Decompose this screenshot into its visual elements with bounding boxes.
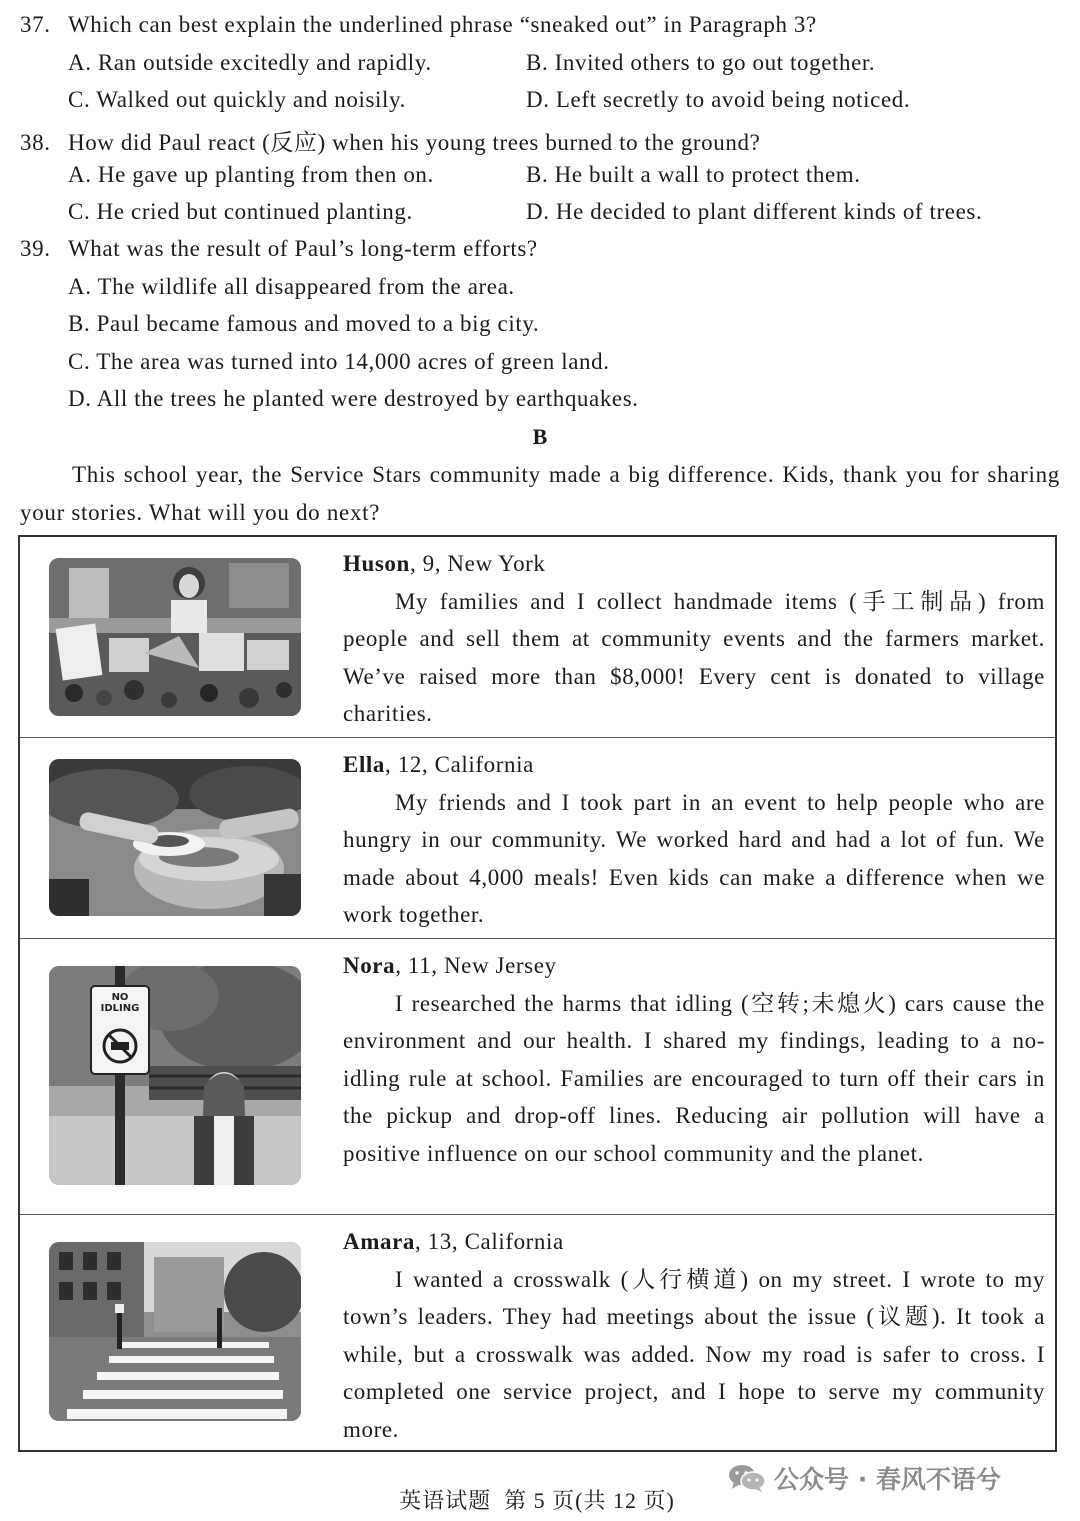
question-39-stem: 39. What was the result of Paul’s long-term efforts? — [20, 236, 538, 261]
story-row-huson — [20, 537, 1055, 738]
story-row-ella — [20, 738, 1055, 939]
sign-text: NO IDLING — [100, 992, 140, 1014]
watermark — [728, 1460, 1001, 1496]
wechat-icon — [728, 1463, 766, 1493]
question-39-option-b: B. Paul became famous and moved to a big city. — [68, 311, 540, 336]
craft-table-photo — [49, 558, 301, 716]
question-39-option-d: D. All the trees he planted were destroyed by earthquakes. — [68, 386, 639, 411]
story-huson — [343, 545, 1045, 733]
story-name: Ella — [343, 752, 386, 777]
story-text: My friends and I took part in an event to help people who are hungry in our community. We worked hard and had a lot of fun. We made about 4,000 meals! Even kids can make a difference when we work together. — [343, 789, 1045, 928]
no-idling-sign-photo — [49, 966, 301, 1185]
story-ella — [343, 746, 1045, 934]
story-amara — [343, 1223, 1045, 1449]
story-text: I wanted a crosswalk (人行横道) on my street. I wrote to my town’s leaders. They had meetings about the issue (议题). It took a while, but a crosswalk was added. Now my road is safer to cross. I completed one service project, and I hope to serve my community more. — [343, 1266, 1045, 1442]
stories-table — [18, 535, 1057, 1452]
question-39-option-c: C. The area was turned into 14,000 acres of green land. — [68, 349, 610, 374]
question-37-stem: 37. Which can best explain the underlined phrase “sneaked out” in Paragraph 3? — [20, 12, 817, 37]
section-intro-text: This school year, the Service Stars community made a big difference. Kids, thank you for sharing your stories. What will you do next? — [20, 462, 1060, 525]
story-name: Nora — [343, 953, 396, 978]
story-name: Amara — [343, 1229, 415, 1254]
question-38-option-c: C. He cried but continued planting. — [68, 199, 413, 224]
question-37-option-d: D. Left secretly to avoid being noticed. — [526, 87, 911, 112]
question-37-option-a: A. Ran outside excitedly and rapidly. — [68, 50, 432, 75]
question-37-option-c: C. Walked out quickly and noisily. — [68, 87, 406, 112]
story-name: Huson — [343, 551, 410, 576]
story-nora — [343, 947, 1045, 1173]
question-38-stem: 38. How did Paul react (反应) when his young trees burned to the ground? — [20, 130, 761, 155]
section-label: B — [532, 424, 548, 449]
question-38-option-d: D. He decided to plant different kinds of trees. — [526, 199, 983, 224]
story-meta: , 13, California — [414, 1229, 564, 1254]
question-38-option-a: A. He gave up planting from then on. — [68, 162, 434, 187]
story-row-nora — [20, 939, 1055, 1215]
crosswalk-photo — [49, 1242, 301, 1421]
story-row-amara — [20, 1215, 1055, 1450]
section-intro — [20, 456, 1060, 531]
story-text: I researched the harms that idling (空转;未熄火) cars cause the environment and our health. I shared my findings, leading to a no-idling rule at school. Families are encouraged to turn off their cars in the pickup and drop-off lines. Reducing air pollution will have a positive influence on our school community and the planet. — [343, 990, 1045, 1166]
story-meta: , 11, New Jersey — [395, 953, 557, 978]
question-38-option-b: B. He built a wall to protect them. — [526, 162, 861, 187]
question-37-option-b: B. Invited others to go out together. — [526, 50, 876, 75]
serving-meals-photo — [49, 759, 301, 916]
watermark-text: 公众号 · 春风不语兮 — [774, 1465, 1001, 1494]
story-meta: , 9, New York — [409, 551, 546, 576]
story-meta: , 12, California — [385, 752, 534, 777]
question-39-option-a: A. The wildlife all disappeared from the area. — [68, 274, 515, 299]
story-text: My families and I collect handmade items (手工制品) from people and sell them at community events and the farmers market. We’ve raised more than $8,000! Every cent is donated to village charities. — [343, 588, 1045, 727]
footer-text: 英语试题 第 5 页(共 12 页) — [399, 1488, 675, 1513]
